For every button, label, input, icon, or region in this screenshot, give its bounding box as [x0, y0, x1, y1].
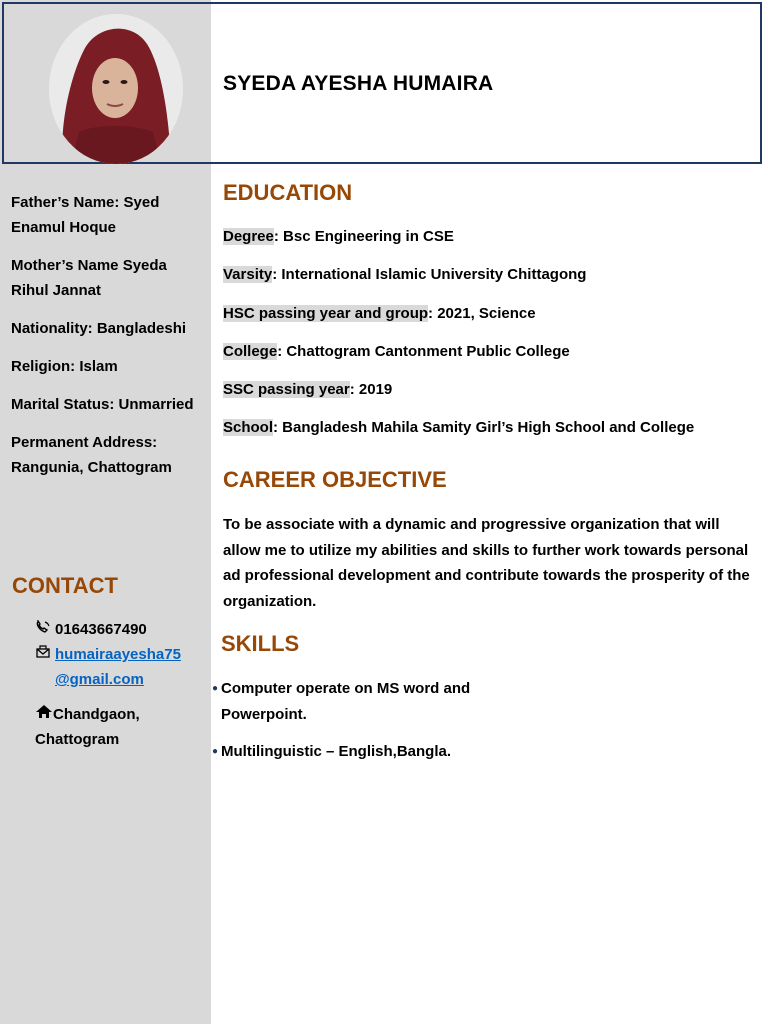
mother-name: Mother’s Name Syeda Rihul Jannat [11, 257, 167, 299]
contact-block [35, 617, 205, 752]
list-item: ● Computer operate on MS word and Powerpoint. [212, 676, 512, 727]
education-list [223, 226, 694, 456]
nationality: Nationality: Bangladeshi [11, 320, 187, 337]
contact-heading: CONTACT [12, 573, 118, 598]
email-row [35, 642, 205, 692]
list-item: ● Multilinguistic – English,Bangla. [212, 739, 512, 765]
phone-icon [35, 617, 55, 642]
skills-list [212, 676, 512, 777]
contact-address-line2: Chattogram [35, 731, 120, 748]
education-row: SSC passing year: 2019 [223, 381, 393, 399]
education-row: Varsity: International Islamic University Chittagong [223, 266, 587, 284]
candidate-name: SYEDA AYESHA HUMAIRA [223, 72, 494, 95]
home-icon [35, 702, 53, 727]
email-link[interactable]: humairaayesha75 @gmail.com [55, 646, 181, 688]
education-row: Degree: Bsc Engineering in CSE [223, 228, 454, 245]
education-row: HSC passing year and group: 2021, Science [223, 304, 536, 322]
marital-status: Marital Status: Unmarried [11, 396, 194, 413]
profile-photo-icon [49, 14, 183, 164]
phone-number: 01643667490 [55, 621, 147, 638]
career-objective-heading: CAREER OBJECTIVE [223, 467, 447, 492]
contact-address: Chandgaon, [53, 706, 140, 723]
profile-photo [49, 14, 183, 164]
bullet-icon: ● [212, 683, 219, 694]
career-objective-text: To be associate with a dynamic and progressive organization that will allow me to utilize my abilities and skills to further work towards personal ad professional development and contribute towards the prosperity of the organization. [223, 516, 750, 611]
skills-heading: SKILLS [221, 631, 300, 656]
personal-info [11, 190, 201, 493]
phone-row [35, 617, 205, 642]
father-name: Father’s Name: Syed Enamul Hoque [11, 194, 160, 236]
education-row: College: Chattogram Cantonment Public College [223, 342, 570, 360]
address-row [35, 702, 205, 727]
education-row: School: Bangladesh Mahila Samity Girl’s High School and College [223, 419, 695, 437]
permanent-address: Permanent Address: Rangunia, Chattogram [11, 434, 172, 476]
mail-icon [35, 642, 55, 667]
bullet-icon: ● [212, 746, 219, 758]
education-heading: EDUCATION [223, 180, 353, 205]
religion: Religion: Islam [11, 358, 118, 375]
